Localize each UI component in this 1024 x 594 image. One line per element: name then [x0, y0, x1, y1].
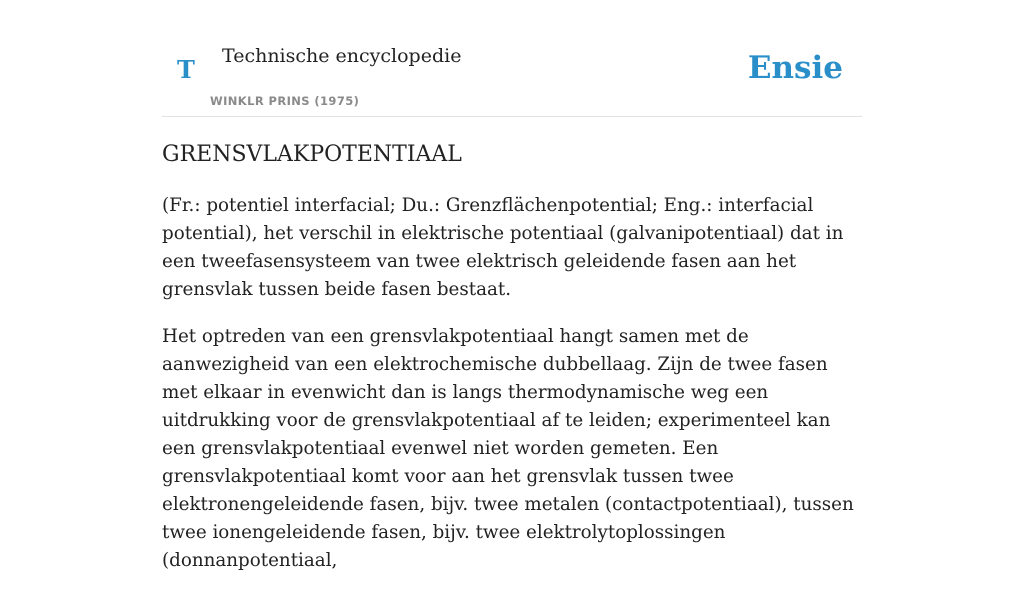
- article-title: GRENSVLAKPOTENTIAAL: [162, 142, 462, 167]
- article: [162, 140, 862, 594]
- publication-subtitle: WINKLR PRINS (1975): [210, 94, 360, 108]
- header: [162, 0, 862, 117]
- article-paragraph: (Fr.: potentiel interfacial; Du.: Grenzflächenpotential; Eng.: interfacial potential), het verschil in elektrische potentiaal (galvanipotentiaal) dat in een tweefasensysteem van twee elektrisch geleidende fasen aan het grensvlak tussen beide fasen bestaat.: [162, 195, 844, 300]
- brand-logo[interactable]: Ensie: [747, 50, 843, 86]
- publication-title[interactable]: Technische encyclopedie: [222, 45, 462, 67]
- publication-logo[interactable]: T: [177, 55, 195, 84]
- article-paragraph: Het optreden van een grensvlakpotentiaal hangt samen met de aanwezigheid van een elektrochemische dubbellaag. Zijn de twee fasen met elkaar in evenwicht dan is langs thermodynamische weg een uitdrukking voor de grensvlakpotentiaal af te leiden; experimenteel kan een grensvlakpotentiaal evenwel niet worden gemeten. Een grensvlakpotentiaal komt voor aan het grensvlak tussen twee elektronengeleidende fasen, bijv. twee metalen (contactpotentiaal), tussen twee ionengeleidende fasen, bijv. twee elektrolytoplossingen (donnanpotentiaal,: [162, 326, 854, 571]
